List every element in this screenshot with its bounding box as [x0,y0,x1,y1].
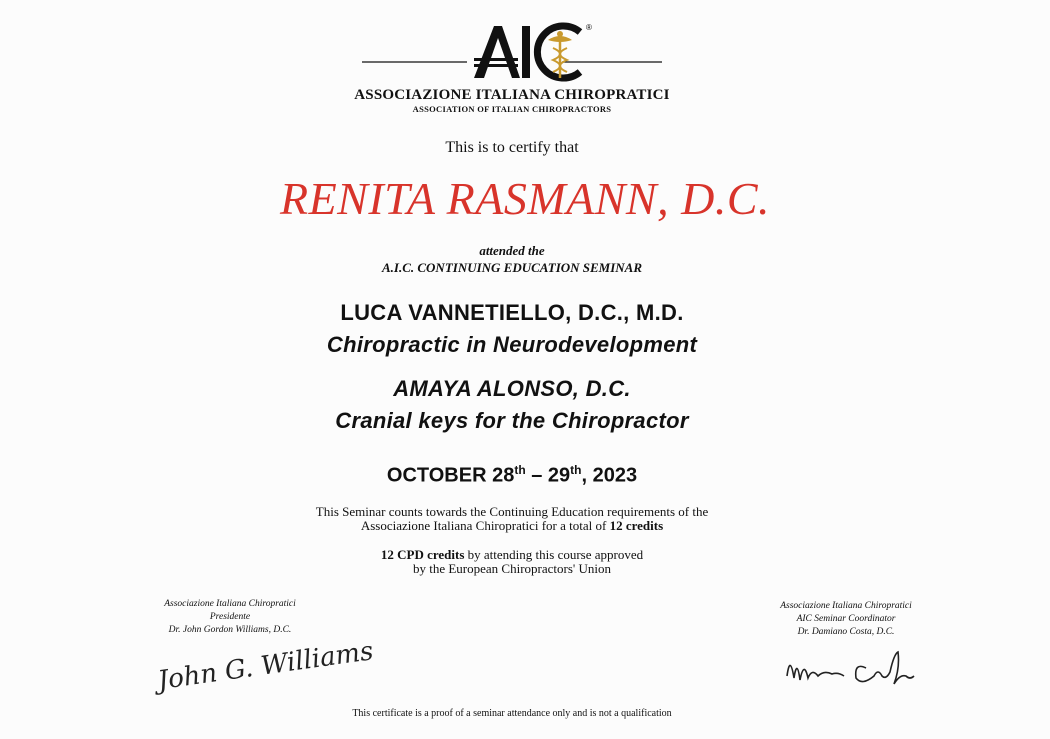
coordinator-signature-block [736,600,956,639]
cpd-line-2: by the European Chiropractors' Union [412,561,611,576]
svg-text:®: ® [586,23,592,32]
president-signature [150,636,376,698]
requirements-line-2: Associazione Italiana Chiropratici for a total of 12 credits [360,518,664,533]
org-name-english: ASSOCIATION OF ITALIAN CHIROPRACTORS [412,104,612,114]
president-signature-block [120,598,340,637]
footer-disclaimer: This certificate is a proof of a seminar attendance only and is not a qualification [352,708,672,719]
org-name-italian: ASSOCIAZIONE ITALIANA CHIROPRATICI [354,87,670,103]
requirements-line-1: This Seminar counts towards the Continuing Education requirements of the [315,504,709,519]
seminar-title: A.I.C. CONTINUING EDUCATION SEMINAR [381,260,643,275]
seminar-date: OCTOBER 28th – 29th, 2023 [386,463,638,487]
speaker-1-name: LUCA VANNETIELLO, D.C., M.D. [340,300,684,325]
attended-text: attended the [479,243,545,258]
speaker-2-name: AMAYA ALONSO, D.C. [393,376,631,401]
coordinator-signature [782,646,922,694]
coordinator-role: AIC Seminar Coordinator [796,614,896,624]
certify-intro: This is to certify that [445,139,579,156]
cpd-line-1: 12 CPD credits by attending this course approved [380,547,644,562]
president-org: Associazione Italiana Chiropratici [164,599,296,609]
coordinator-name: Dr. Damiano Costa, D.C. [797,627,895,637]
recipient-name: RENITA RASMANN, D.C. [279,173,770,224]
credits-count: 12 credits [609,518,664,533]
president-name: Dr. John Gordon Williams, D.C. [168,625,292,635]
coordinator-org: Associazione Italiana Chiropratici [780,601,912,611]
aic-logo [362,18,662,82]
speaker-2-topic: Cranial keys for the Chiropractor [335,408,689,433]
svg-text:John G. Williams: John G. Williams [155,636,376,697]
speaker-1-topic: Chiropractic in Neurodevelopment [326,332,698,357]
president-role: Presidente [209,612,251,622]
